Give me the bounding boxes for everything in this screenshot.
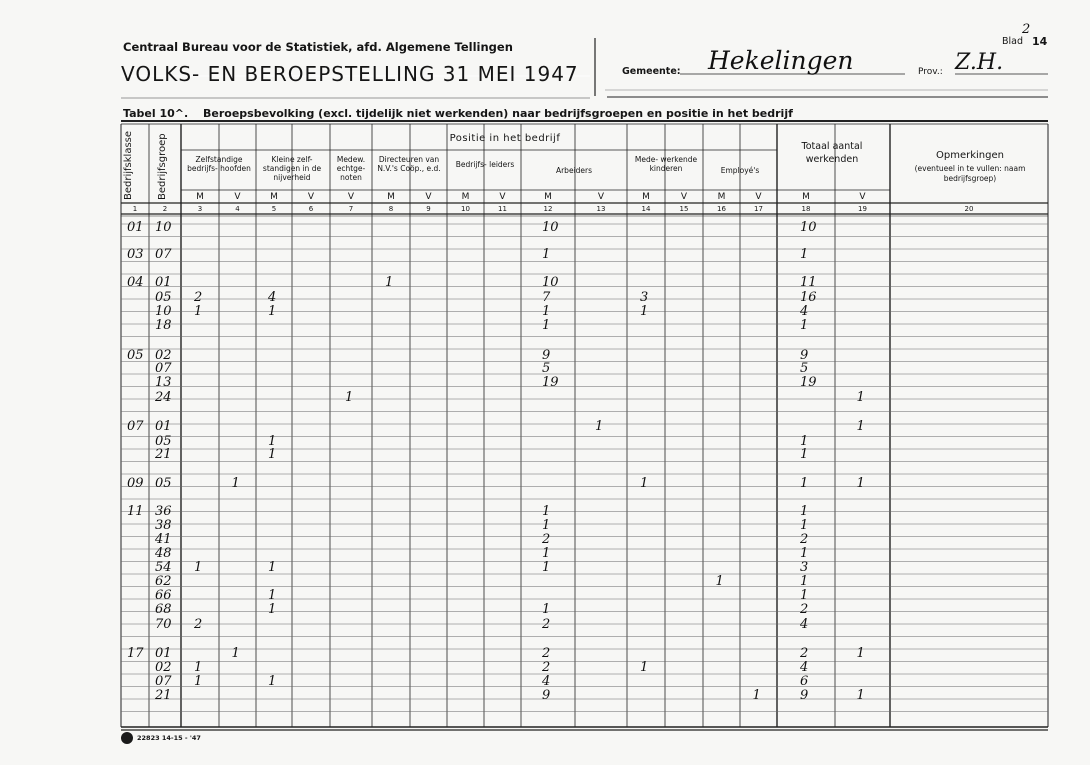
cell-arb-m: 9	[542, 688, 551, 703]
cell-kind-m: 1	[640, 476, 649, 491]
group-meewerkende-kinderen: Mede- werkende kinderen	[634, 155, 698, 173]
column-number: 4	[235, 205, 240, 213]
cell-tot-v: 1	[856, 390, 865, 405]
opmerkingen-header: Opmerkingen	[936, 150, 1004, 161]
column-number: 14	[641, 205, 651, 213]
cell-klein-m: 4	[268, 290, 277, 305]
group-kleine-zelfstandigen: Kleine zelf- standigen in de nijverheid	[262, 155, 322, 182]
form-title: VOLKS- EN BEROEPSTELLING 31 MEI 1947	[121, 62, 579, 86]
mv-label: M	[387, 192, 395, 202]
cell-arb-v: 1	[595, 419, 604, 434]
cell-arb-m: 7	[542, 290, 551, 305]
cell-medew-v: 1	[345, 390, 354, 405]
cell-tot-m: 5	[800, 361, 809, 376]
cell-zelf-v: 1	[231, 476, 240, 491]
column-number: 12	[543, 205, 553, 213]
cell-groep: 24	[155, 390, 172, 405]
cell-tot-m: 1	[800, 447, 809, 462]
cell-groep: 01	[155, 419, 172, 434]
cell-klasse: 17	[127, 646, 144, 661]
column-number: 11	[498, 205, 507, 213]
mv-label: M	[461, 192, 470, 202]
gemeente-value: Hekelingen	[708, 46, 854, 75]
cell-klasse: 07	[127, 419, 144, 434]
cell-klein-m: 1	[268, 447, 277, 462]
cell-zelf-m: 2	[194, 290, 203, 305]
cell-arb-m: 1	[542, 304, 551, 319]
cell-klein-m: 1	[268, 434, 277, 449]
cell-groep: 48	[155, 546, 172, 561]
mv-label: M	[802, 192, 810, 202]
group-medewerkende-echtgenoten: Medew. echtge- noten	[336, 155, 366, 182]
cell-arb-m: 2	[542, 660, 551, 675]
cell-arb-m: 1	[542, 518, 551, 533]
cell-zelf-v: 1	[231, 646, 240, 661]
cell-groep: 05	[155, 476, 172, 491]
cell-tot-m: 1	[800, 318, 809, 333]
column-number: 20	[964, 205, 974, 213]
mv-label: V	[597, 192, 605, 202]
cell-groep: 38	[155, 518, 172, 533]
mv-label: M	[717, 192, 726, 202]
cell-tot-m: 1	[800, 574, 809, 589]
cell-tot-m: 1	[800, 434, 809, 449]
cell-zelf-m: 1	[194, 560, 203, 575]
cell-emp-m: 1	[715, 574, 724, 589]
cell-klasse: 11	[127, 504, 144, 519]
cell-dir-m: 1	[385, 275, 394, 290]
mv-label: M	[270, 192, 278, 202]
cell-groep: 21	[155, 688, 172, 703]
column-number: 16	[717, 205, 726, 213]
cell-arb-m: 4	[542, 674, 551, 689]
cell-klasse: 05	[127, 348, 144, 363]
cell-tot-v: 1	[856, 476, 865, 491]
cell-tot-m: 11	[800, 275, 817, 290]
cell-groep: 68	[155, 602, 172, 617]
cell-klasse: 04	[127, 275, 144, 290]
cell-groep: 07	[155, 247, 172, 262]
cell-kind-m: 1	[640, 660, 649, 675]
cell-arb-m: 10	[542, 275, 559, 290]
group-employes: Employé's	[720, 166, 760, 175]
cell-tot-m: 4	[800, 304, 809, 319]
cell-arb-m: 1	[542, 318, 551, 333]
mv-label: V	[499, 192, 506, 202]
cell-arb-m: 5	[542, 361, 551, 376]
mv-label: V	[859, 192, 866, 202]
column-number: 17	[754, 205, 763, 213]
cell-groep: 54	[155, 560, 172, 575]
cell-groep: 36	[155, 504, 172, 519]
cell-groep: 07	[155, 361, 172, 376]
cell-groep: 10	[155, 220, 172, 235]
cell-tot-m: 2	[800, 646, 809, 661]
column-number: 3	[197, 205, 203, 213]
cell-groep: 41	[155, 532, 172, 547]
cell-groep: 70	[155, 617, 172, 632]
blad-handwritten: 2	[1022, 22, 1031, 37]
column-number: 6	[308, 205, 314, 213]
mv-label: M	[196, 192, 204, 202]
cell-arb-m: 10	[542, 220, 559, 235]
prov-label: Prov.:	[918, 67, 943, 77]
cell-tot-m: 1	[800, 588, 809, 603]
cell-arb-m: 2	[542, 646, 551, 661]
cell-tot-v: 1	[856, 688, 865, 703]
column-number: 8	[388, 205, 394, 213]
totaal-header: Totaal aantal werkenden	[801, 141, 863, 165]
cell-groep: 01	[155, 646, 172, 661]
cell-kind-m: 3	[640, 290, 649, 305]
cell-tot-m: 4	[800, 660, 809, 675]
group-arbeiders: Arbeiders	[555, 166, 593, 175]
cell-groep: 21	[155, 447, 172, 462]
cell-tot-m: 9	[800, 688, 809, 703]
cell-groep: 01	[155, 275, 172, 290]
cell-groep: 02	[155, 660, 172, 675]
cell-groep: 62	[155, 574, 172, 589]
cell-klein-m: 1	[268, 674, 277, 689]
column-number: 2	[162, 205, 168, 213]
column-number: 9	[426, 205, 431, 213]
column-number: 7	[348, 205, 354, 213]
group-zelfstandige: Zelfstandige bedrijfs- hoofden	[187, 155, 251, 173]
cell-zelf-m: 1	[194, 674, 203, 689]
cell-klein-m: 1	[268, 588, 277, 603]
mv-label: V	[755, 192, 762, 202]
cell-tot-m: 1	[800, 504, 809, 519]
cell-tot-m: 1	[800, 476, 809, 491]
cell-klasse: 03	[127, 247, 144, 262]
cell-klein-m: 1	[268, 560, 277, 575]
cell-tot-m: 19	[800, 375, 817, 390]
column-number: 5	[271, 205, 277, 213]
positie-header: Positie in het bedrijf	[449, 133, 561, 144]
column-number: 10	[461, 205, 470, 213]
col-bedrijfsgroep: Bedrijfsgroep	[157, 133, 168, 200]
opmerkingen-subheader: (eventueel in te vullen: naam bedrijfsgroep)	[914, 164, 1026, 183]
office-name: Centraal Bureau voor de Statistiek, afd. Algemene Tellingen	[123, 40, 513, 54]
cell-groep: 05	[155, 290, 172, 305]
cell-arb-m: 1	[542, 560, 551, 575]
cell-arb-m: 1	[542, 602, 551, 617]
group-bedrijfsleiders: Bedrijfs- leiders	[455, 160, 515, 169]
cell-groep: 13	[155, 375, 172, 390]
mv-label: V	[347, 192, 355, 202]
mv-label: M	[642, 192, 650, 202]
cell-zelf-m: 1	[194, 304, 203, 319]
cell-klasse: 01	[127, 220, 144, 235]
cell-tot-m: 2	[800, 532, 809, 547]
cell-tot-m: 1	[800, 518, 809, 533]
column-number: 18	[801, 205, 811, 213]
cell-arb-m: 19	[542, 375, 559, 390]
cell-kind-m: 1	[640, 304, 649, 319]
print-code: 22823 14-15 - '47	[137, 734, 201, 742]
cell-tot-m: 6	[800, 674, 809, 689]
printer-logo-icon	[121, 732, 133, 744]
cell-klein-m: 1	[268, 304, 277, 319]
cell-zelf-m: 1	[194, 660, 203, 675]
cell-groep: 07	[155, 674, 172, 689]
prov-value: Z.H.	[955, 50, 1004, 75]
group-directeuren: Directeuren van N.V.'s Coöp., e.d.	[377, 155, 441, 173]
mv-label: V	[425, 192, 432, 202]
cell-arb-m: 9	[542, 348, 551, 363]
cell-groep: 02	[155, 348, 172, 363]
cell-arb-m: 1	[542, 504, 551, 519]
cell-tot-m: 1	[800, 247, 809, 262]
cell-arb-m: 1	[542, 546, 551, 561]
cell-tot-m: 1	[800, 546, 809, 561]
mv-label: M	[544, 192, 552, 202]
cell-groep: 66	[155, 588, 172, 603]
cell-tot-m: 4	[800, 617, 809, 632]
cell-klasse: 09	[127, 476, 144, 491]
mv-label: V	[234, 192, 241, 202]
cell-tot-m: 16	[800, 290, 817, 305]
column-number: 1	[132, 205, 138, 213]
cell-tot-m: 10	[800, 220, 817, 235]
cell-arb-m: 2	[542, 617, 551, 632]
table-caption-id: Tabel 10^.	[123, 107, 189, 120]
cell-zelf-m: 2	[194, 617, 203, 632]
cell-tot-m: 2	[800, 602, 809, 617]
blad-number: 14	[1032, 35, 1048, 48]
mv-label: V	[307, 192, 315, 202]
column-number: 13	[596, 205, 606, 213]
column-number: 15	[679, 205, 689, 213]
cell-klein-m: 1	[268, 602, 277, 617]
cell-groep: 18	[155, 318, 172, 333]
cell-tot-v: 1	[856, 646, 865, 661]
column-number: 19	[858, 205, 867, 213]
gemeente-label: Gemeente:	[622, 66, 681, 77]
cell-arb-m: 2	[542, 532, 551, 547]
cell-emp-v: 1	[752, 688, 761, 703]
col-bedrijfsklasse: Bedrijfsklasse	[123, 130, 134, 200]
cell-arb-m: 1	[542, 247, 551, 262]
cell-groep: 10	[155, 304, 172, 319]
cell-tot-m: 3	[800, 560, 809, 575]
mv-label: V	[680, 192, 688, 202]
table-caption-text: Beroepsbevolking (excl. tijdelijk niet werkenden) naar bedrijfsgroepen en positie in het bedrijf	[203, 107, 793, 120]
cell-groep: 05	[155, 434, 172, 449]
cell-tot-v: 1	[856, 419, 865, 434]
blad-label: Blad	[1002, 36, 1024, 47]
cell-tot-m: 9	[800, 348, 809, 363]
